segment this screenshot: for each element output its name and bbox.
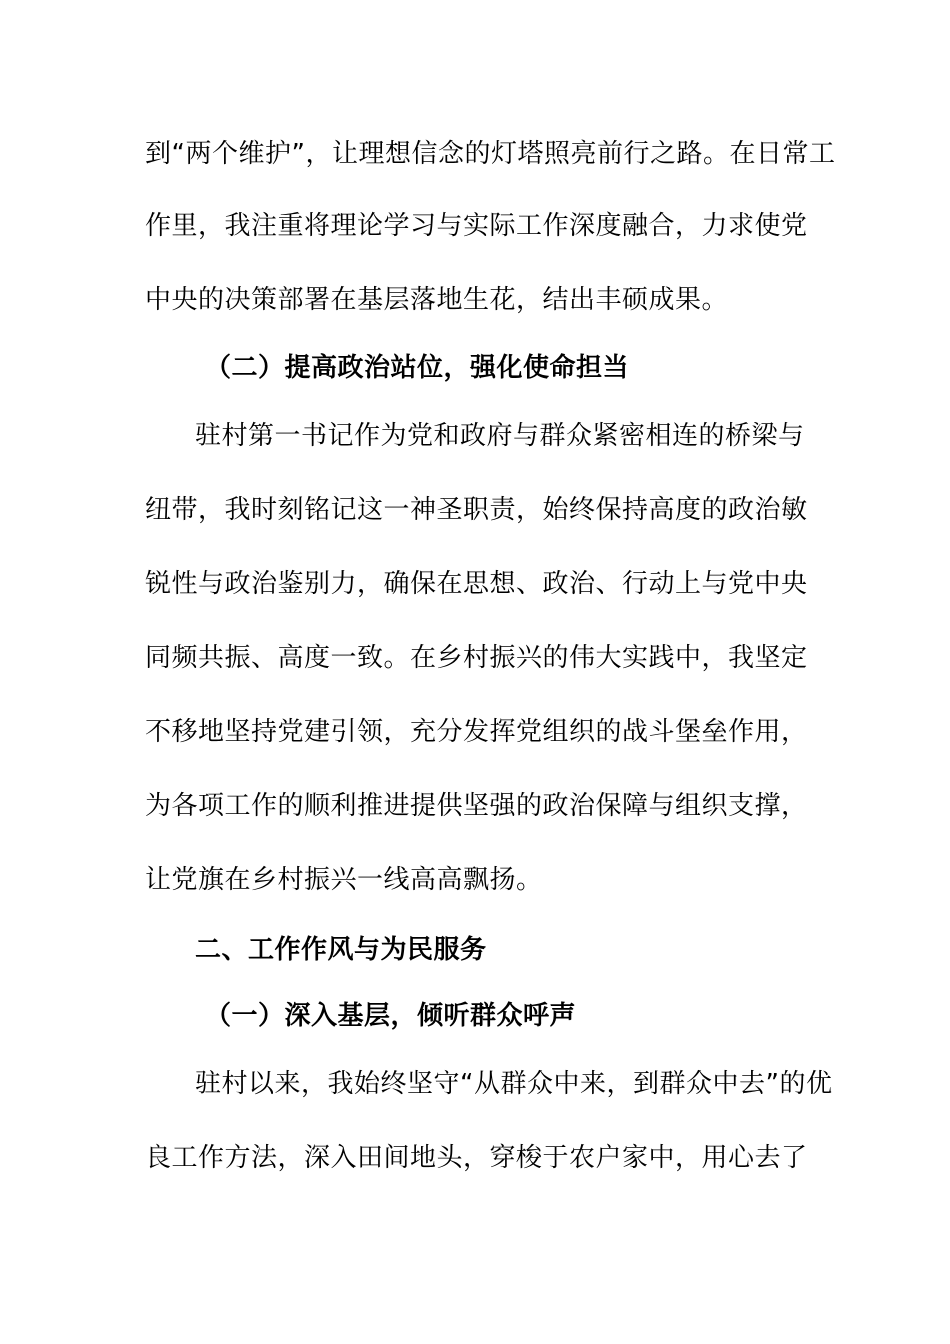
paragraph-line: 到“两个维护”，让理想信念的灯塔照亮前行之路。在日常工 — [145, 139, 836, 169]
section-subheading: （一）深入基层，倾听群众呼声 — [205, 1001, 577, 1031]
paragraph-line: 驻村第一书记作为党和政府与群众紧密相连的桥梁与 — [195, 421, 805, 451]
paragraph-line: 不移地坚持党建引领，充分发挥党组织的战斗堡垒作用， — [145, 717, 808, 747]
paragraph-line: 作里，我注重将理论学习与实际工作深度融合，力求使党 — [145, 211, 808, 241]
section-subheading: （二）提高政治站位，强化使命担当 — [205, 353, 630, 383]
paragraph-line: 中央的决策部署在基层落地生花，结出丰硕成果。 — [145, 285, 729, 315]
paragraph-line: 锐性与政治鉴别力，确保在思想、政治、行动上与党中央 — [145, 569, 808, 599]
section-heading: 二、工作作风与为民服务 — [195, 935, 487, 965]
paragraph-line: 让党旗在乡村振兴一线高高飘扬。 — [145, 865, 543, 895]
paragraph-line: 纽带，我时刻铭记这一神圣职责，始终保持高度的政治敏 — [145, 495, 808, 525]
paragraph-line: 驻村以来，我始终坚守“从群众中来，到群众中去”的优 — [195, 1069, 833, 1099]
paragraph-line: 为各项工作的顺利推进提供坚强的政治保障与组织支撑， — [145, 791, 808, 821]
paragraph-line: 同频共振、高度一致。在乡村振兴的伟大实践中，我坚定 — [145, 643, 808, 673]
paragraph-line: 良工作方法，深入田间地头，穿梭于农户家中，用心去了 — [145, 1143, 808, 1173]
